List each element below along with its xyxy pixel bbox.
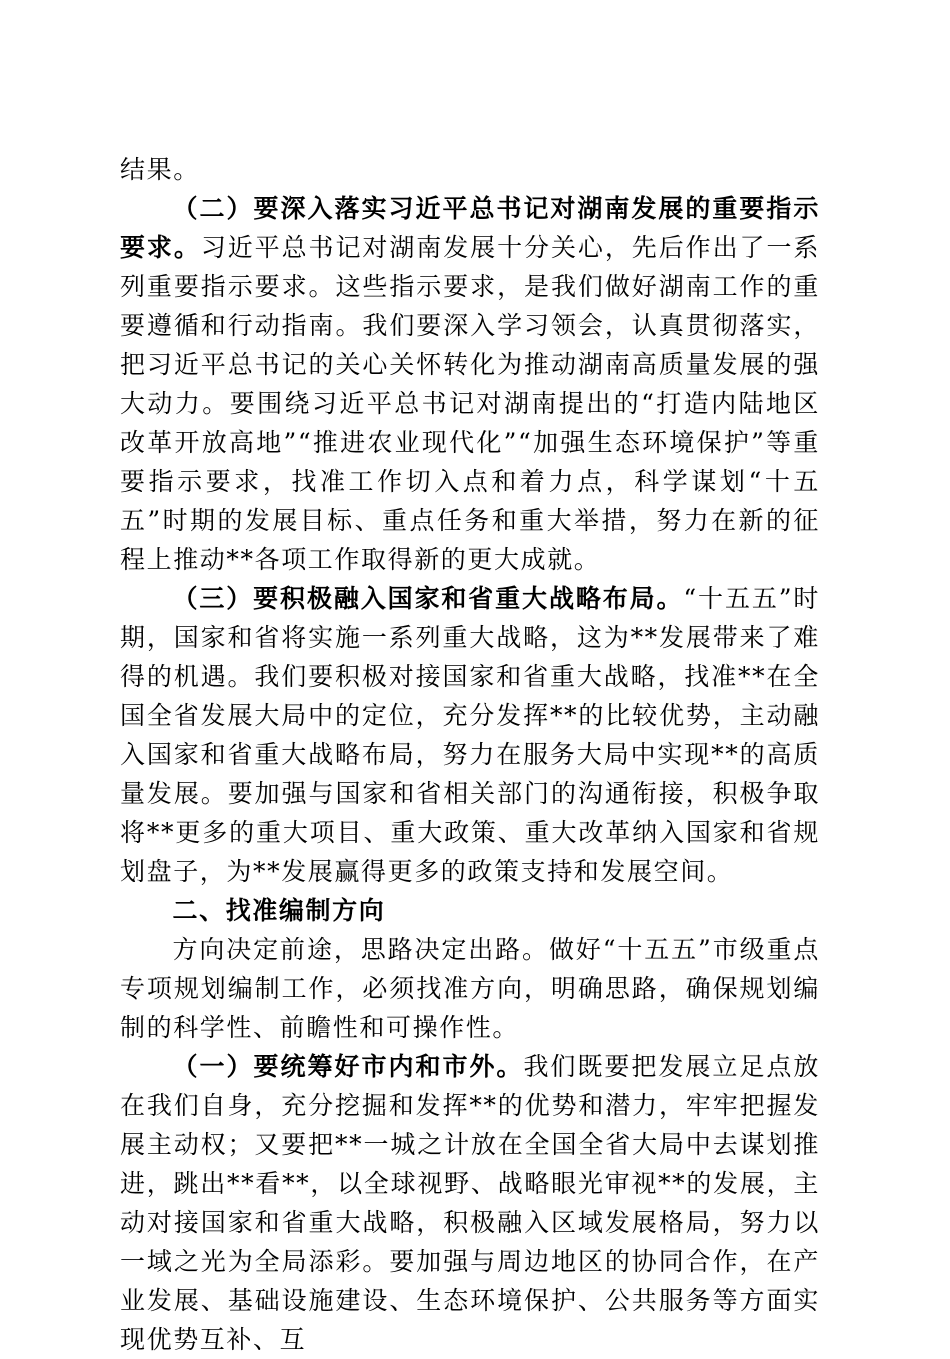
paragraph-subsection-2 (120, 189, 820, 579)
paragraph-subsection-3 (120, 579, 820, 891)
paragraph-text: 结果。 (120, 155, 200, 184)
paragraph-lead: （二）要深入落实习近平总书记对湖南发展的重要指示要求。 (120, 194, 820, 262)
paragraph-text: 习近平总书记对湖南发展十分关心，先后作出了一系列重要指示要求。这些指示要求，是我们做好湖南工作的重要遵循和行动指南。我们要深入学习领会，认真贯彻落实，把习近平总书记的关心关怀转化为推动湖南高质量发展的强大动力。要围绕习近平总书记对湖南提出的“打造内陆地区改革开放高地”“推进农业现代化”“加强生态环境保护”等重要指示要求，找准工作切入点和着力点，科学谋划“十五五”时期的发展目标、重点任务和重大举措，努力在新的征程上推动**各项工作取得新的更大成就。 (120, 233, 820, 574)
paragraph-text: “十五五”时期，国家和省将实施一系列重大战略，这为**发展带来了难得的机遇。我们要积极对接国家和省重大战略，找准**在全国全省发展大局中的定位，充分发挥**的比较优势，主动融入国家和省重大战略布局，努力在服务大局中实现**的高质量发展。要加强与国家和省相关部门的沟通衔接，积极争取将**更多的重大项目、重大政策、重大改革纳入国家和省规划盘子，为**发展赢得更多的政策支持和发展空间。 (120, 584, 820, 886)
paragraph-section-intro (120, 930, 820, 1047)
paragraph-subsection-1 (120, 1047, 820, 1359)
paragraph-text: 我们既要把发展立足点放在我们自身，充分挖掘和发挥**的优势和潜力，牢牢把握发展主动权；又要把**一城之计放在全国全省大局中去谋划推进，跳出**看**，以全球视野、战略眼光审视**的发展，主动对接国家和省重大战略，积极融入区域发展格局，努力以一域之光为全局添彩。要加强与周边地区的协同合作，在产业发展、基础设施建设、生态环境保护、公共服务等方面实现优势互补、互 (120, 1052, 820, 1354)
paragraph-continuation (120, 150, 820, 189)
paragraph-text: 方向决定前途，思路决定出路。做好“十五五”市级重点专项规划编制工作，必须找准方向，明确思路，确保规划编制的科学性、前瞻性和可操作性。 (120, 935, 820, 1042)
paragraph-lead: （三）要积极融入国家和省重大战略布局。 (172, 584, 684, 613)
section-heading: 二、找准编制方向 (172, 896, 386, 925)
paragraph-lead: （一）要统筹好市内和市外。 (172, 1052, 524, 1081)
